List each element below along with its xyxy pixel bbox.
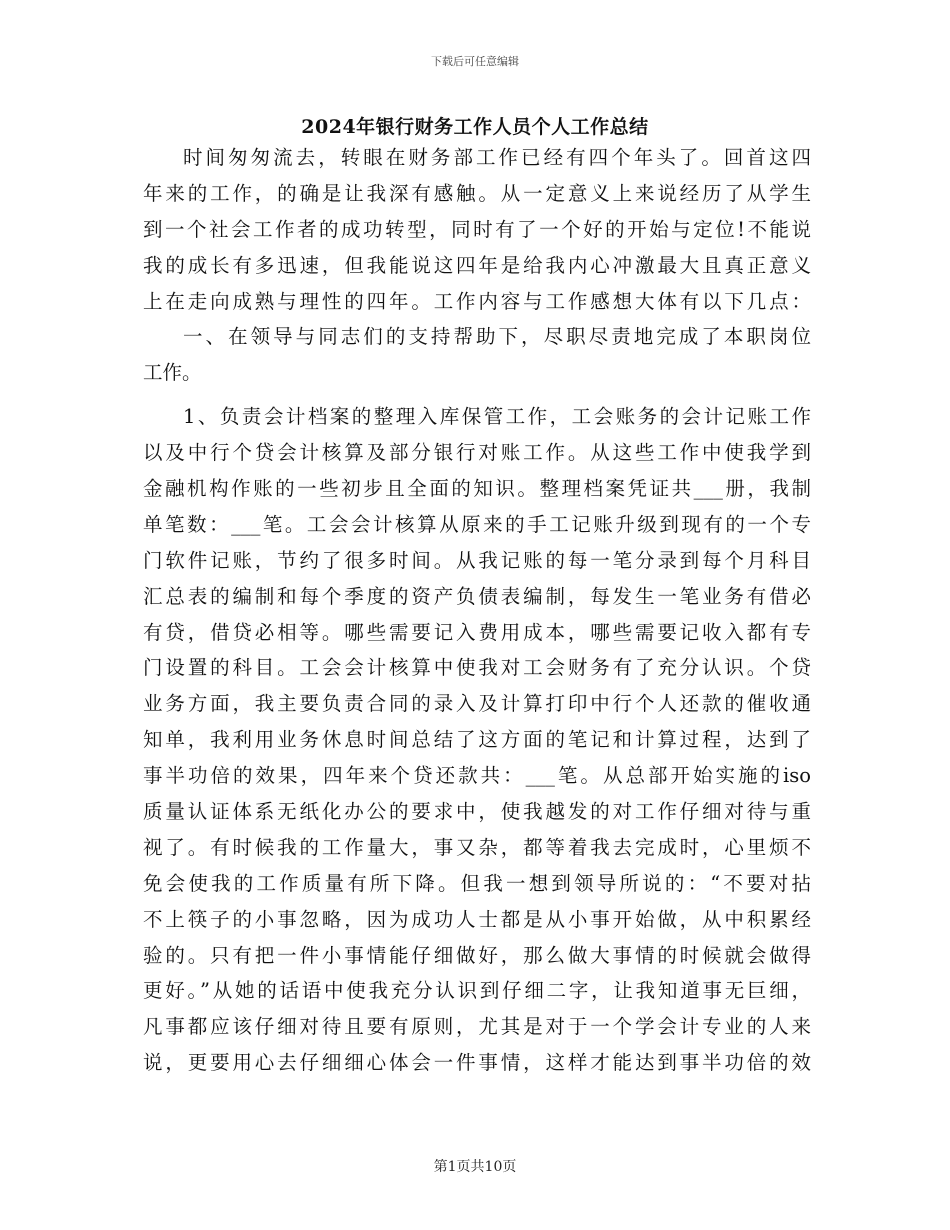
text-line: 年来的工作，的确是让我深有感触。从一定意义上来说经历了从学生 (143, 181, 811, 205)
text-line: 单笔数：___笔。工会会计核算从原来的手工记账升级到现有的一个专 (143, 512, 811, 536)
document-body (143, 140, 811, 1081)
text-line: 到一个社会工作者的成功转型，同时有了一个好的开始与定位!不能说 (143, 217, 811, 241)
text-line: 我的成长有多迅速，但我能说这四年是给我内心冲激最大且真正意义 (143, 253, 811, 277)
text-line: 金融机构作账的一些初步且全面的知识。整理档案凭证共___册，我制 (143, 477, 811, 501)
document-title: 2024年银行财务工作人员个人工作总结 (301, 116, 649, 138)
text-line: 1、负责会计档案的整理入库保管工作，工会账务的会计记账工作 (183, 405, 811, 429)
text-line: 免会使我的工作质量有所下降。但我一想到领导所说的：“不要对拈 (143, 871, 811, 895)
text-line: 时间匆匆流去，转眼在财务部工作已经有四个年头了。回首这四 (183, 146, 811, 169)
text-line: 业务方面，我主要负责合同的录入及计算打印中行个人还款的催收通 (143, 692, 811, 716)
text-line: 门软件记账，节约了很多时间。从我记账的每一笔分录到每个月科目 (143, 548, 811, 572)
text-line: 质量认证体系无纸化办公的要求中，使我越发的对工作仔细对待与重 (143, 800, 811, 824)
text-line: 汇总表的编制和每个季度的资产负债表编制，每发生一笔业务有借必 (143, 584, 811, 608)
text-line: 不上筷子的小事忽略，因为成功人士都是从小事开始做，从中积累经 (143, 907, 811, 931)
text-line: 上在走向成熟与理性的四年。工作内容与工作感想大体有以下几点： (143, 289, 811, 313)
text-line: 有贷，借贷必相等。哪些需要记入费用成本，哪些需要记收入都有专 (143, 620, 811, 644)
page-number: 第1页共10页 (433, 1159, 517, 1175)
text-line: 门设置的科目。工会会计核算中使我对工会财务有了充分认识。个贷 (143, 656, 811, 680)
paragraph (143, 399, 811, 1081)
text-line: 一、在领导与同志们的支持帮助下，尽职尽责地完成了本职岗位 (183, 325, 811, 349)
text-line: 知单，我利用业务休息时间总结了这方面的笔记和计算过程，达到了 (143, 728, 811, 752)
text-line: 说，更要用心去仔细细心体会一件事情，这样才能达到事半功倍的效 (143, 1051, 811, 1075)
text-line: 工作。 (143, 361, 202, 385)
text-line: 以及中行个贷会计核算及部分银行对账工作。从这些工作中使我学到 (143, 441, 811, 465)
text-line: 凡事都应该仔细对待且要有原则，尤其是对于一个学会计专业的人来 (143, 1015, 811, 1039)
paragraph (143, 319, 811, 391)
paragraph (143, 140, 811, 319)
text-line: 验的。只有把一件小事情能仔细做好，那么做大事情的时候就会做得 (143, 943, 811, 967)
text-line: 更好。”从她的话语中使我充分认识到仔细二字，让我知道事无巨细， (143, 979, 811, 1003)
page-header-note: 下载后可任意编辑 (431, 55, 519, 68)
paragraph-spacer (143, 391, 811, 399)
text-line: 事半功倍的效果，四年来个贷还款共：___笔。从总部开始实施的iso (143, 764, 811, 788)
text-line: 视了。有时候我的工作量大，事又杂，都等着我去完成时，心里烦不 (143, 835, 811, 859)
